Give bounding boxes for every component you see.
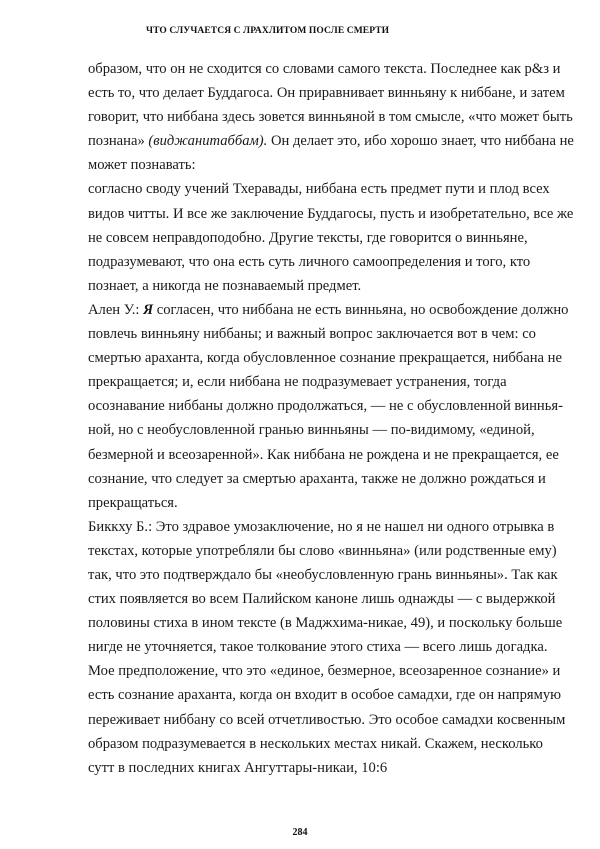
text-line: Мое предположение, что это «единое, безмерное, всеозаренное сознание» и: [88, 663, 561, 680]
running-header: ЧТО СЛУЧАЕТСЯ С ЛРАХЛИТОМ ПОСЛЕ СМЕРТИ: [146, 26, 390, 36]
text-line: прекращаться.: [88, 494, 178, 511]
emphasis-word: Я: [143, 301, 154, 318]
text-segment: познана»: [88, 133, 149, 150]
text-line: согласно своду учений Тхеравады, ниббана есть предмет пути и плод всех: [88, 181, 550, 198]
text-line: образом, что он не сходится со словами самого текста. Последнее как р&з и: [88, 61, 561, 77]
text-line: познает, а никогда не познаваемый предмет.: [88, 277, 362, 294]
text-line: сознание, что следует за смертью араханта, также не должно рождаться и: [88, 470, 546, 487]
text-line: сутт в последних книгах Ангуттары-никаи, 10:6: [88, 759, 388, 776]
speaker-label: Ален У.:: [88, 301, 144, 318]
text-line: смертью араханта, когда обусловленное сознание прекращается, ниббана не: [88, 350, 562, 367]
text-line: текстах, которые употребляли бы слово «винньяна» (или родственные ему): [88, 542, 557, 559]
text-line: может познавать:: [88, 157, 196, 174]
text-line: осознавание ниббаны должно продолжаться, — не с обусловленной виннья-: [88, 398, 563, 415]
text-line: нигде не уточняется, такое толкование этого стиха — всего лишь догадка.: [88, 639, 548, 656]
speaker-line-alan: [88, 298, 569, 322]
text-line: [88, 129, 574, 153]
text-segment: Он делает это, ибо хорошо знает, что ниббана не: [267, 133, 574, 150]
text-line: образом подразумевается в нескольких местах никай. Скажем, несколько: [88, 735, 543, 752]
text-line: повлечь винньяну ниббаны; и важный вопрос заключается вот в чем: со: [88, 326, 536, 343]
text-line: есть сознание араханта, когда он входит в особое самадхи, где он напрямую: [88, 687, 562, 704]
text-line: безмерной и всеозаренной». Как ниббана не рождена и не прекращается, ее: [88, 446, 559, 463]
speaker-line-bhikkhu: Биккху Б.: Это здравое умозаключение, но я не нашел ни одного отрывка в: [88, 518, 555, 535]
text-line: видов читты. И все же заключение Буддагосы, пусть и изобретательно, все же: [88, 205, 574, 222]
text-line: переживает ниббану со всей отчетливостью. Это особое самадхи косвенным: [88, 711, 566, 728]
text-line: не совсем неправдоподобно. Другие тексты, где говорится о винньяне,: [88, 229, 528, 246]
italic-term-vijanitabbam: (виджанитаббам).: [148, 133, 268, 150]
text-segment: согласен, что ниббана не есть винньяна, но освобождение должно: [153, 301, 569, 318]
page-number: 284: [292, 827, 308, 838]
text-line: так, что это подтверждало бы «необусловленную грань винньяны». Так как: [88, 566, 558, 583]
body-text: [88, 57, 574, 780]
text-line: говорит, что ниббана здесь зовется винньяной в том смысле, «что может быть: [88, 109, 573, 126]
text-line: есть то, что делает Буддагоса. Он приравнивает винньяну к ниббане, и затем: [88, 85, 565, 102]
text-line: ной, но с необусловленной гранью винньяны — по-видимому, «единой,: [88, 422, 535, 439]
text-line: прекращается; и, если ниббана не подразумевает устранения, тогда: [88, 374, 507, 391]
text-line: подразумевают, что она есть суть личного самоопределения и того, кто: [88, 253, 531, 270]
text-line: стих появляется во всем Палийском каноне лишь однажды — с выдержкой: [88, 591, 556, 608]
text-line: половины стиха в ином тексте (в Маджхима-никае, 49), и поскольку больше: [88, 615, 563, 632]
